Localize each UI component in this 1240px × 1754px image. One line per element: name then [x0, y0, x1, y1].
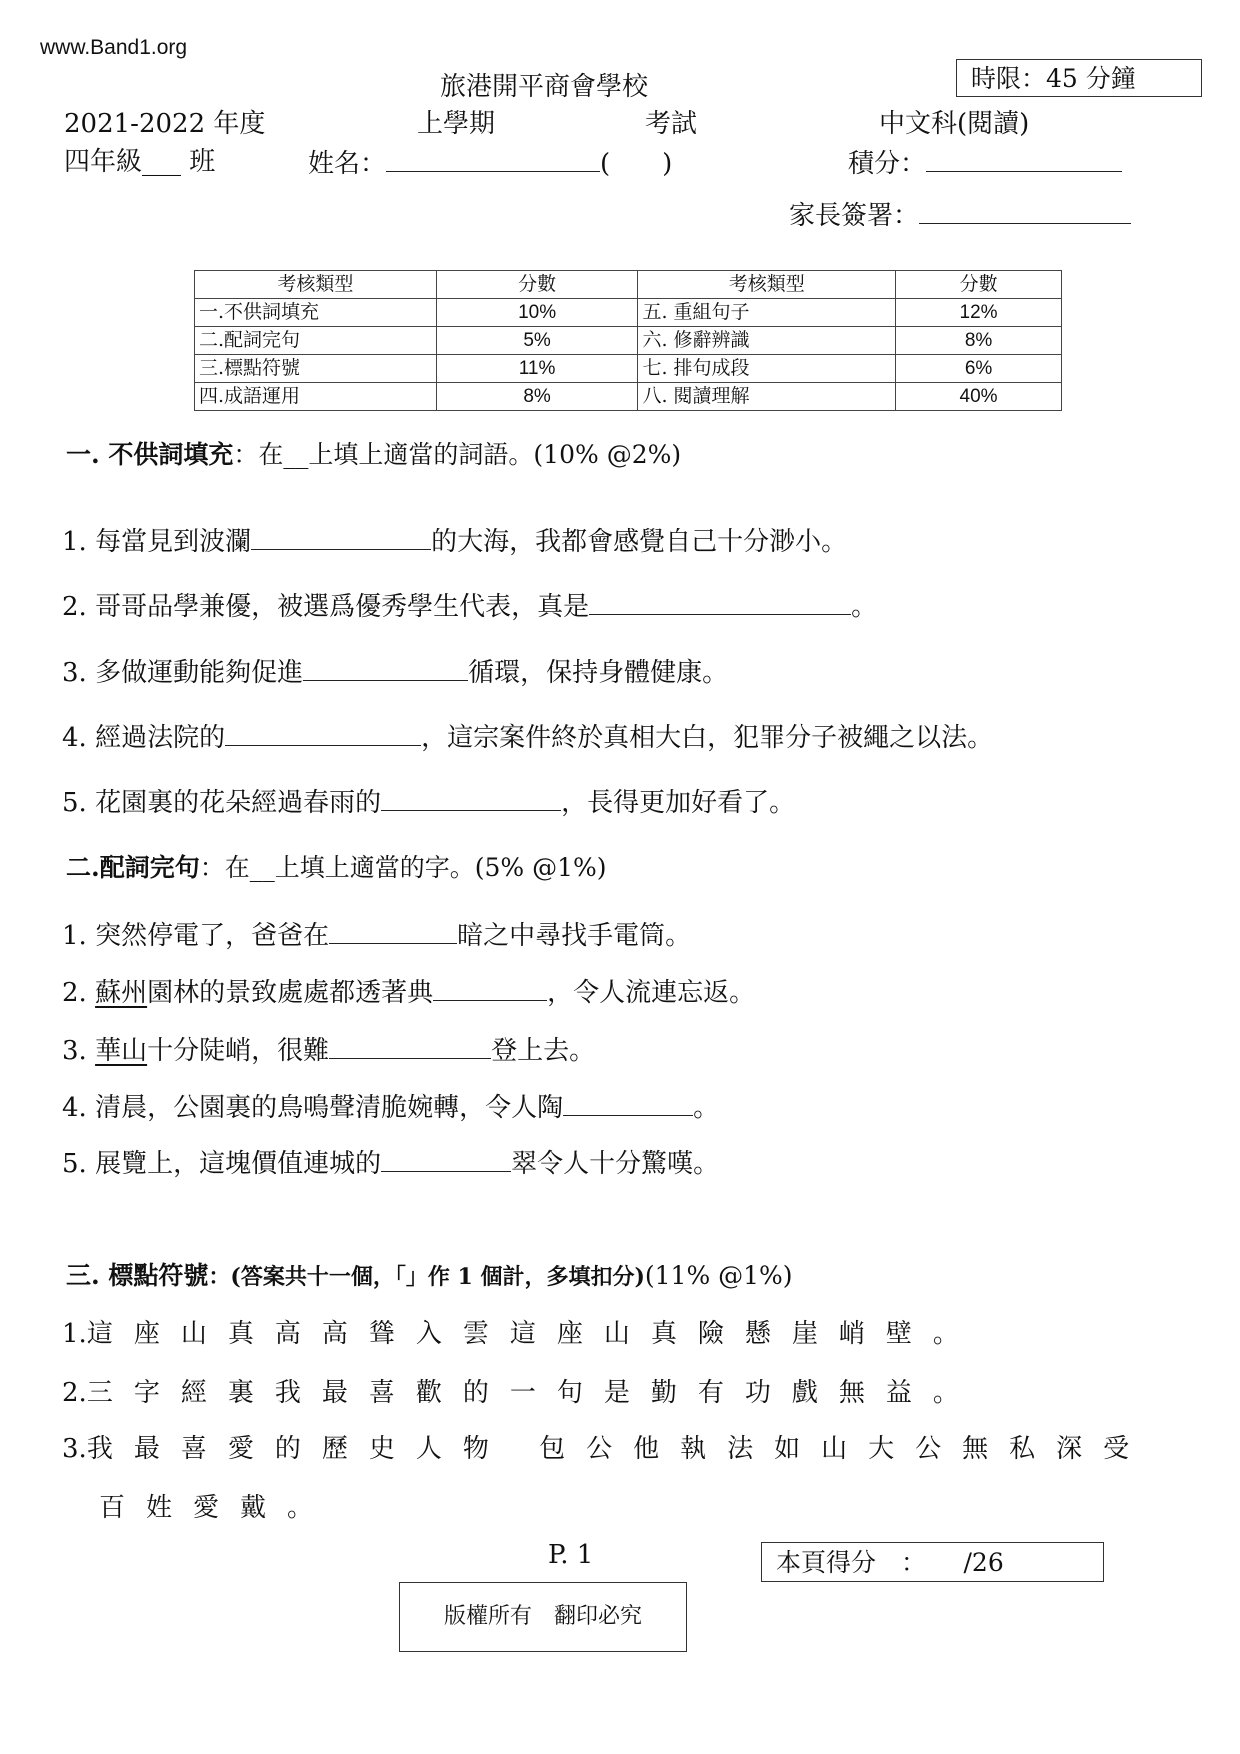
answer-blank[interactable]	[433, 976, 547, 1001]
table-header: 分數	[896, 271, 1062, 299]
class-field[interactable]: 四年級___ 班	[64, 147, 216, 177]
table-cell: 5%	[436, 327, 638, 355]
table-cell: 八. 閱讀理解	[638, 383, 896, 411]
question-1-4	[62, 721, 993, 753]
table-header: 考核類型	[638, 271, 896, 299]
school-year: 2021-2022 年度	[64, 109, 266, 139]
question-text: 3. 多做運動能夠促進	[62, 658, 304, 688]
question-number: 1.	[62, 1319, 87, 1349]
section-1-title: 一. 不供詞填充	[66, 440, 234, 469]
section-3-marks: (11% @1%)	[644, 1261, 793, 1290]
answer-blank[interactable]	[329, 919, 457, 944]
parent-signature-label: 家長簽署：	[789, 201, 920, 231]
question-text: 2. 哥哥品學兼優，被選爲優秀學生代表，真是	[62, 592, 590, 622]
question-number: 1.	[62, 921, 96, 951]
exam-label: 考試	[645, 109, 698, 139]
table-cell: 8%	[436, 383, 638, 411]
question-1-1	[62, 525, 847, 557]
answer-blank[interactable]	[251, 525, 431, 550]
question-3-1[interactable]	[62, 1319, 980, 1349]
section-2-heading	[66, 853, 607, 883]
table-cell: 40%	[896, 383, 1062, 411]
table-header: 分數	[436, 271, 638, 299]
question-text: ，令人流連忘返。	[547, 978, 756, 1008]
name-label: 姓名：	[308, 149, 387, 179]
question-number: 2.	[62, 978, 96, 1008]
answer-blank[interactable]	[329, 1034, 491, 1059]
name-field[interactable]	[386, 147, 600, 172]
time-limit-box: 時限：45 分鐘	[956, 59, 1202, 97]
question-2-4	[62, 1091, 719, 1123]
watermark: www.Band1.org	[40, 36, 188, 59]
proper-noun: 蘇州	[95, 978, 148, 1008]
page-number: P. 1	[548, 1540, 594, 1570]
question-text: ，長得更加好看了。	[561, 788, 796, 818]
answer-blank[interactable]	[563, 1091, 693, 1116]
question-text: 的大海，我都會感覺自己十分渺小。	[431, 527, 848, 557]
term: 上學期	[417, 109, 496, 139]
question-text: 這座山真高高聳入雲這座山真險懸崖峭壁。	[86, 1319, 980, 1349]
table-row	[195, 355, 1062, 383]
answer-blank[interactable]	[381, 1147, 511, 1172]
question-text: 十分陡峭，很難	[147, 1036, 330, 1066]
question-text: 園林的景致處處都透著典	[147, 978, 434, 1008]
answer-blank[interactable]	[589, 590, 851, 615]
section-2-title: 二.配詞完句	[66, 853, 200, 882]
question-text: 。	[693, 1093, 720, 1123]
answer-blank[interactable]	[303, 656, 468, 681]
question-number: 4.	[62, 1093, 96, 1123]
table-cell: 一.不供詞填充	[195, 299, 437, 327]
question-text: 登上去。	[491, 1036, 596, 1066]
question-3-3-continued[interactable]	[99, 1493, 334, 1523]
table-cell: 五. 重組句子	[638, 299, 896, 327]
section-2-instructions: ：在__上填上適當的字。(5% @1%)	[199, 853, 607, 882]
question-1-5	[62, 786, 795, 818]
section-3-instructions: ：(答案共十一個，「」作 1 個計，多填扣分)	[208, 1264, 645, 1290]
proper-noun: 華山	[95, 1036, 148, 1066]
question-text: 三字經裏我最喜歡的一句是勤有功戲無益。	[86, 1378, 980, 1408]
assessment-table	[194, 270, 1062, 411]
question-text: 1. 每當見到波瀾	[62, 527, 252, 557]
question-3-2[interactable]	[62, 1378, 980, 1408]
question-text: 4. 經過法院的	[62, 723, 226, 753]
section-3-heading	[66, 1261, 793, 1292]
question-text: 。	[851, 592, 878, 622]
question-number: 3.	[62, 1434, 87, 1464]
table-cell: 6%	[896, 355, 1062, 383]
table-cell: 11%	[436, 355, 638, 383]
question-number: 2.	[62, 1378, 87, 1408]
score-field[interactable]	[926, 147, 1122, 172]
page-score-box: 本頁得分 ： /26	[761, 1542, 1104, 1582]
school-name: 旅港開平商會學校	[440, 72, 649, 102]
section-3-title: 三. 標點符號	[66, 1261, 209, 1290]
table-cell: 12%	[896, 299, 1062, 327]
table-cell: 四.成語運用	[195, 383, 437, 411]
question-1-3	[62, 656, 728, 688]
question-2-1	[62, 919, 691, 951]
table-row	[195, 383, 1062, 411]
table-cell: 10%	[436, 299, 638, 327]
question-2-3	[62, 1034, 595, 1066]
section-1-heading	[66, 440, 681, 470]
question-3-3[interactable]	[62, 1434, 1150, 1464]
class-number-field[interactable]: ( )	[600, 149, 673, 179]
table-cell: 三.標點符號	[195, 355, 437, 383]
question-number: 3.	[62, 1036, 96, 1066]
question-text: ，這宗案件終於真相大白，犯罪分子被繩之以法。	[421, 723, 994, 753]
question-text: 清晨，公園裏的鳥鳴聲清脆婉轉，令人陶	[95, 1093, 564, 1123]
question-text: 突然停電了，爸爸在	[95, 921, 330, 951]
subject: 中文科(閱讀)	[879, 109, 1030, 139]
table-row	[195, 327, 1062, 355]
table-header-row	[195, 271, 1062, 299]
table-row	[195, 299, 1062, 327]
question-number: 5.	[62, 1149, 96, 1179]
question-text: 我最喜愛的歷史人物 包公他執法如山大公無私深受	[86, 1434, 1151, 1464]
answer-blank[interactable]	[225, 721, 421, 746]
question-1-2	[62, 590, 877, 622]
question-text: 百姓愛戴。	[99, 1493, 335, 1523]
table-cell: 二.配詞完句	[195, 327, 437, 355]
table-header: 考核類型	[195, 271, 437, 299]
table-cell: 七. 排句成段	[638, 355, 896, 383]
question-text: 翠令人十分驚嘆。	[511, 1149, 720, 1179]
table-cell: 六. 修辭辨識	[638, 327, 896, 355]
answer-blank[interactable]	[381, 786, 561, 811]
question-text: 展覽上，這塊價值連城的	[95, 1149, 382, 1179]
question-2-2	[62, 976, 755, 1008]
question-text: 5. 花園裏的花朵經過春雨的	[62, 788, 382, 818]
question-2-5	[62, 1147, 719, 1179]
question-text: 循環，保持身體健康。	[468, 658, 729, 688]
section-1-instructions: ：在__上填上適當的詞語。(10% @2%)	[233, 440, 682, 469]
question-text: 暗之中尋找手電筒。	[457, 921, 692, 951]
table-cell: 8%	[896, 327, 1062, 355]
score-label: 積分：	[848, 149, 927, 179]
copyright-notice: 版權所有 翻印必究	[399, 1582, 687, 1652]
parent-signature-field[interactable]	[919, 199, 1131, 224]
